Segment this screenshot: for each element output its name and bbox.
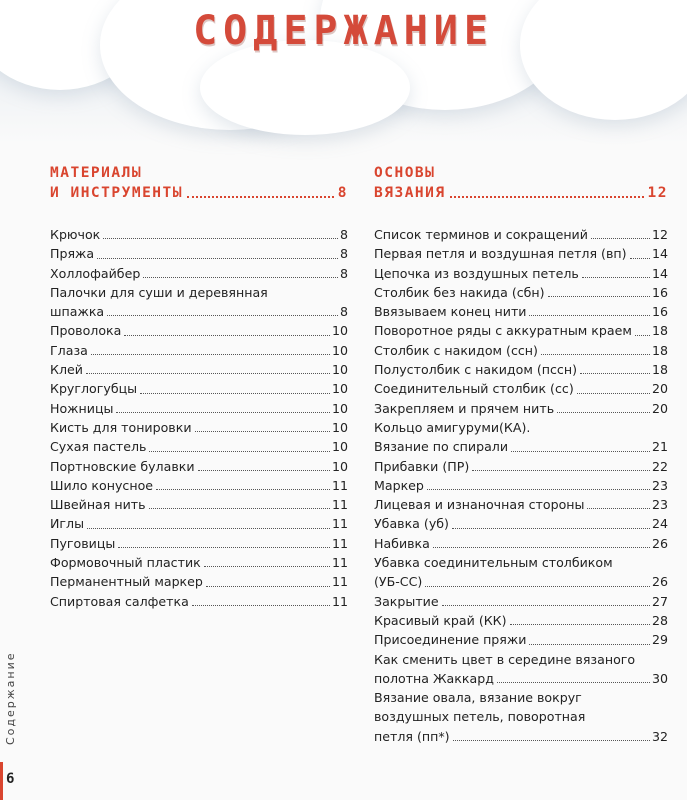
leader-dots: [206, 586, 330, 587]
section-heading-line1: ОСНОВЫ: [374, 165, 436, 181]
leader-dots: [103, 238, 338, 239]
toc-entry: [50, 495, 348, 514]
toc-entry-page: 8: [339, 246, 348, 262]
leader-dots: [124, 335, 330, 336]
toc-entry-page: 8: [339, 304, 348, 320]
toc-entry: [50, 457, 348, 476]
toc-entry: [374, 418, 668, 437]
toc-entry: [50, 283, 348, 322]
toc-entry: [374, 495, 668, 514]
toc-entry-text: Прибавки (ПР): [374, 458, 470, 474]
toc-entry: [50, 360, 348, 379]
toc-entry-page: 32: [651, 728, 668, 744]
toc-entry-text: Сухая пастель: [50, 439, 147, 455]
toc-entry: [374, 592, 668, 611]
toc-entry-text: Поворотное ряды с аккуратным краем: [374, 323, 632, 339]
leader-dots: [91, 354, 330, 355]
toc-entry: [50, 399, 348, 418]
toc-entry-text: Маркер: [374, 477, 424, 493]
toc-entry: [50, 379, 348, 398]
toc-entry-text: Перманентный маркер: [50, 574, 203, 590]
toc-entry-text: Вязание овала, вязание вокруг: [374, 690, 582, 706]
toc-entry-page: 30: [651, 670, 668, 686]
toc-entry-page: 11: [331, 477, 348, 493]
leader-dots: [541, 354, 650, 355]
toc-entry-text: Лицевая и изнаночная стороны: [374, 497, 585, 513]
cloud-shape: [200, 40, 410, 135]
leader-dots: [156, 489, 330, 490]
toc-entry-text: Шило конусное: [50, 477, 154, 493]
toc-entry-text: Холлофайбер: [50, 265, 141, 281]
leader-dots: [587, 508, 650, 509]
leader-dots: [557, 412, 650, 413]
toc-entry-page: 22: [651, 458, 668, 474]
leader-dots: [195, 431, 330, 432]
toc-entry-page: 23: [651, 477, 668, 493]
leader-dots: [140, 393, 330, 394]
leader-dots: [192, 605, 330, 606]
toc-entry: [374, 341, 668, 360]
toc-entry-text: петля (пп*): [374, 728, 450, 744]
leader-dots: [87, 528, 330, 529]
toc-entry: [374, 360, 668, 379]
toc-entry: [50, 534, 348, 553]
leader-dots: [453, 740, 650, 741]
toc-entry: [374, 264, 668, 283]
leader-dots: [472, 470, 650, 471]
toc-entry-text: Клей: [50, 362, 83, 378]
leader-dots: [86, 373, 330, 374]
toc-entry-page: 18: [651, 362, 668, 378]
toc-entry-page: 10: [331, 381, 348, 397]
leader-dots: [582, 277, 650, 278]
toc-entry-page: 11: [331, 535, 348, 551]
toc-entry-page: 16: [651, 284, 668, 300]
toc-entry-text: Закрепляем и прячем нить: [374, 400, 555, 416]
toc-entry-text: воздушных петель, поворотная: [374, 709, 586, 725]
toc-entry-text: Убавка соединительным столбиком: [374, 555, 613, 571]
toc-entry-page: 21: [651, 439, 668, 455]
toc-entry-text: Крючок: [50, 227, 101, 242]
leader-dots: [510, 624, 650, 625]
side-section-label: Содержание: [4, 651, 17, 745]
toc-entry-text: Красивый край (КК): [374, 612, 507, 628]
toc-entry-page: 14: [651, 265, 668, 281]
toc-entry-page: 8: [339, 227, 348, 242]
leader-dots: [442, 605, 650, 606]
toc-entry: [374, 321, 668, 340]
toc-entry-page: 10: [331, 439, 348, 455]
toc-entry-page: 26: [651, 535, 668, 551]
toc-entry: [374, 611, 668, 630]
toc-entry: [374, 379, 668, 398]
toc-entry: [374, 437, 668, 456]
toc-entry-text: шпажка: [50, 304, 105, 320]
leader-dots: [450, 196, 644, 198]
toc-entry-page: 16: [651, 304, 668, 320]
toc-entry-page: 10: [331, 323, 348, 339]
toc-entry: [50, 341, 348, 360]
toc-entry-text: Закрытие: [374, 593, 439, 609]
toc-entry-text: Первая петля и воздушная петля (вп): [374, 246, 627, 262]
toc-entry: [374, 534, 668, 553]
leader-dots: [433, 547, 650, 548]
toc-entry-page: 10: [331, 400, 348, 416]
toc-entry-text: Соединительный столбик (сс): [374, 381, 574, 397]
toc-entry-page: 27: [651, 593, 668, 609]
leader-dots: [497, 682, 650, 683]
toc-entry-text: Как сменить цвет в середине вязаного: [374, 651, 636, 667]
toc-entry: [374, 650, 668, 689]
toc-entry-text: Убавка (уб): [374, 516, 449, 532]
toc-entry-page: 11: [331, 516, 348, 532]
toc-entry: [374, 399, 668, 418]
toc-entry: [374, 302, 668, 321]
leader-dots: [452, 528, 650, 529]
toc-entry-text: Присоединение пряжи: [374, 632, 527, 648]
toc-entry-page: 12: [651, 227, 668, 242]
toc-entry: [50, 592, 348, 611]
toc-entry-text: Портновские булавки: [50, 458, 195, 474]
toc-entry-text: Полустолбик с накидом (пссн): [374, 362, 577, 378]
toc-entry: [374, 457, 668, 476]
leader-dots: [630, 258, 650, 259]
toc-entry-page: 11: [331, 555, 348, 571]
toc-entry-page: 26: [651, 574, 668, 590]
toc-entry: [374, 630, 668, 649]
page-number: 6: [6, 771, 15, 787]
section-heading-page: 8: [337, 185, 348, 201]
leader-dots: [580, 373, 650, 374]
leader-dots: [425, 586, 650, 587]
toc-list-materials: [50, 225, 348, 611]
side-accent-bar: [0, 762, 3, 800]
toc-entry: [50, 553, 348, 572]
page-title: СОДЕРЖАНИЕ: [193, 8, 494, 54]
leader-dots: [198, 470, 330, 471]
toc-entry-text: Ножницы: [50, 400, 114, 416]
toc-entry-text: Кисть для тонировки: [50, 419, 192, 435]
toc-entry-page: 11: [331, 574, 348, 590]
leader-dots: [187, 196, 334, 198]
toc-entry: [374, 225, 668, 244]
toc-entry-page: 14: [651, 246, 668, 262]
section-heading-page: 12: [647, 185, 668, 201]
toc-entry-page: 20: [651, 400, 668, 416]
toc-entry-text: полотна Жаккард: [374, 670, 494, 686]
leader-dots: [529, 315, 649, 316]
toc-entry: [374, 244, 668, 263]
leader-dots: [204, 566, 330, 567]
toc-entry-page: 20: [651, 381, 668, 397]
toc-entry: [50, 418, 348, 437]
leader-dots: [427, 489, 650, 490]
toc-entry: [374, 514, 668, 533]
toc-list-basics: [374, 225, 668, 746]
toc-entry-page: 8: [339, 265, 348, 281]
leader-dots: [107, 315, 338, 316]
toc-column-materials: [50, 163, 348, 611]
toc-entry-page: 29: [651, 632, 668, 648]
toc-entry: [50, 437, 348, 456]
section-heading-line2: И ИНСТРУМЕНТЫ: [50, 185, 183, 201]
leader-dots: [149, 508, 330, 509]
section-heading-materials: [50, 163, 348, 205]
leader-dots: [143, 277, 338, 278]
toc-entry-page: 10: [331, 458, 348, 474]
toc-entry-page: 23: [651, 497, 668, 513]
toc-entry-page: 10: [331, 362, 348, 378]
leader-dots: [116, 412, 330, 413]
section-heading-basics: [374, 163, 668, 205]
leader-dots: [97, 258, 338, 259]
toc-entry: [50, 321, 348, 340]
leader-dots: [118, 547, 330, 548]
leader-dots: [529, 644, 650, 645]
leader-dots: [149, 451, 330, 452]
toc-entry: [50, 572, 348, 591]
toc-entry: [50, 225, 348, 244]
leader-dots: [635, 335, 650, 336]
toc-entry: [50, 244, 348, 263]
toc-entry: [374, 553, 668, 592]
toc-entry-text: Иглы: [50, 516, 85, 532]
leader-dots: [577, 393, 650, 394]
toc-entry-text: Столбик с накидом (ссн): [374, 342, 538, 358]
toc-entry: [374, 283, 668, 302]
toc-entry: [50, 264, 348, 283]
toc-entry: [374, 688, 668, 746]
toc-entry-text: Палочки для суши и деревянная: [50, 284, 268, 300]
toc-entry-text: Цепочка из воздушных петель: [374, 265, 579, 281]
leader-dots: [511, 451, 650, 452]
toc-entry-page: 18: [651, 342, 668, 358]
toc-entry-page: 24: [651, 516, 668, 532]
toc-entry-text: Пуговицы: [50, 535, 116, 551]
toc-entry-text: Формовочный пластик: [50, 555, 201, 571]
toc-entry-text: Вязание по спирали: [374, 439, 509, 455]
toc-entry-text: Ввязываем конец нити: [374, 304, 527, 320]
toc-entry-page: 11: [331, 593, 348, 609]
toc-entry-page: 10: [331, 419, 348, 435]
toc-entry-text: Спиртовая салфетка: [50, 593, 189, 609]
toc-entry: [374, 476, 668, 495]
toc-entry: [50, 514, 348, 533]
toc-entry-text: Кольцо амигуруми(КА).: [374, 419, 531, 435]
toc-entry-text: Швейная нить: [50, 497, 146, 513]
toc-entry-text: Круглогубцы: [50, 381, 138, 397]
section-heading-line2: ВЯЗАНИЯ: [374, 185, 446, 201]
toc-entry-text: Пряжа: [50, 246, 95, 262]
toc-entry-text: Набивка: [374, 535, 430, 551]
toc-entry-page: 18: [651, 323, 668, 339]
toc-entry-page: 28: [651, 612, 668, 628]
toc-entry-page: 11: [331, 497, 348, 513]
leader-dots: [548, 296, 650, 297]
toc-entry-text: Столбик без накида (сбн): [374, 284, 545, 300]
leader-dots: [591, 238, 650, 239]
toc-column-basics: [374, 163, 668, 746]
toc-entry-text: Глаза: [50, 342, 88, 358]
toc-entry-text: Список терминов и сокращений: [374, 227, 588, 242]
toc-entry: [50, 476, 348, 495]
toc-entry-text: Проволока: [50, 323, 122, 339]
toc-entry-text: (УБ-СС): [374, 574, 423, 590]
toc-entry-page: 10: [331, 342, 348, 358]
section-heading-line1: МАТЕРИАЛЫ: [50, 165, 143, 181]
